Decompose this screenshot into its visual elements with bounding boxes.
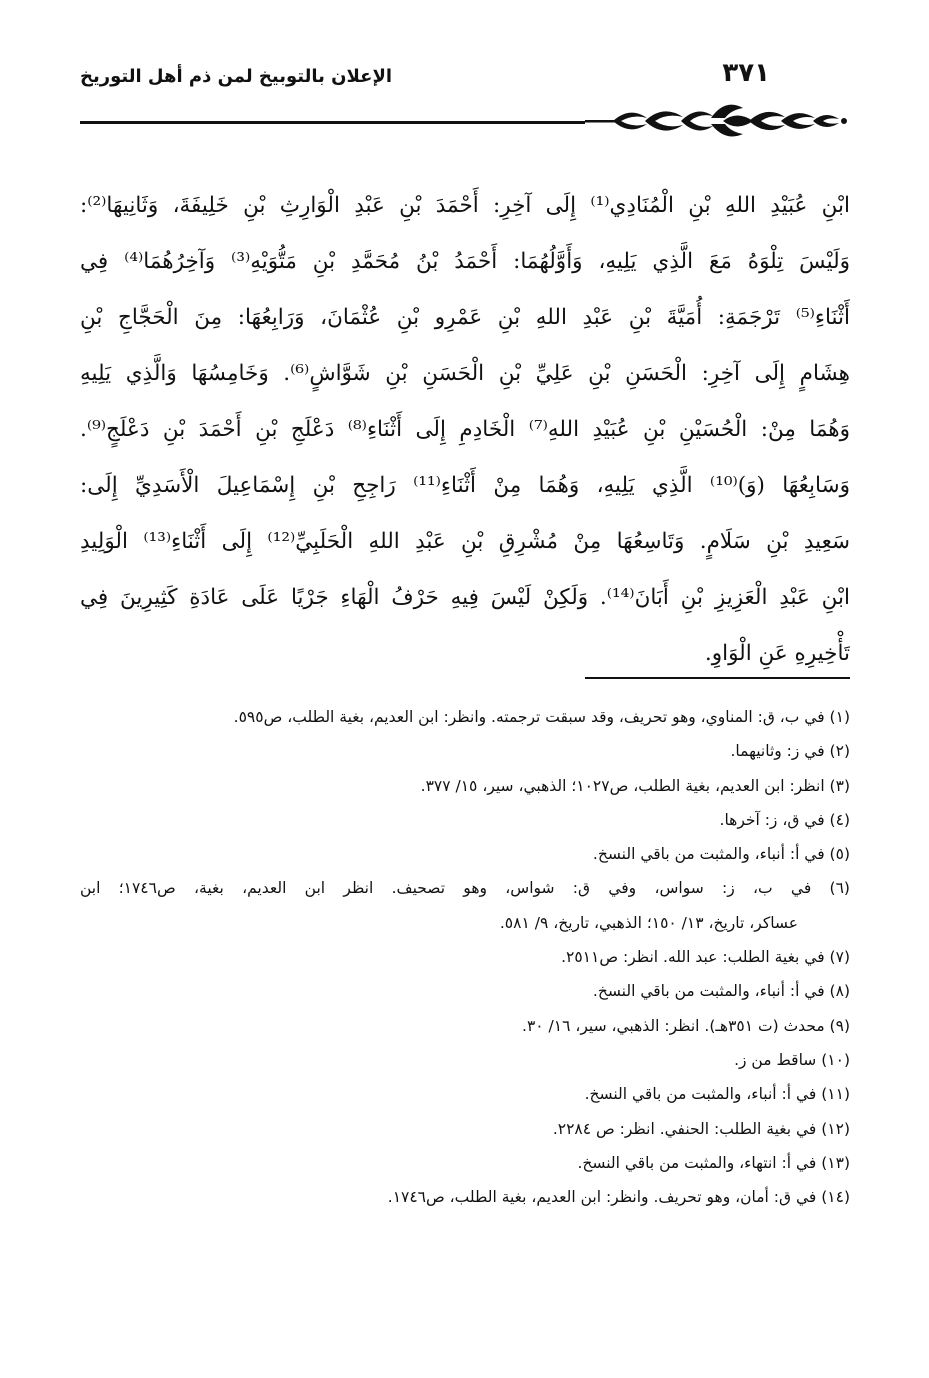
footnote-2: (٢) في ز: وثانيهما.	[730, 742, 850, 761]
text-line: ابْنِ عُبَيْدِ اللهِ بْنِ الْمُنَادِي⁽¹⁾ إِلَى آخِرِ: أَحْمَدَ بْنِ عَبْدِ الْوَارِثِ بْنِ خَلِيفَةَ، وَثَانِيهَا⁽²⁾:	[80, 193, 850, 218]
footnote-8: (٨) في أ: أنباء، والمثبت من باقي النسخ.	[592, 982, 850, 1001]
footnote-3: (٣) انظر: ابن العديم، بغية الطلب، ص١٠٢٧؛ الذهبي، سير، ١٥/ ٣٧٧.	[420, 776, 850, 795]
header-rule	[80, 121, 585, 124]
footnote-14: (١٤) في ق: أمان، وهو تحريف. وانظر: ابن العديم، بغية الطلب، ص١٧٤٦.	[387, 1188, 850, 1207]
text-line: وَسَابِعُهَا (وَ)⁽¹⁰⁾ الَّذِي يَلِيهِ، وَهُمَا مِنْ أَثْنَاءِ⁽¹¹⁾ رَاجِحِ بْنِ إِسْمَاعِيلَ الْأَسَدِيِّ إِلَى:	[80, 473, 850, 498]
text-line: هِشَامٍ إِلَى آخِرِ: الْحَسَنِ بْنِ عَلِيِّ بْنِ الْحَسَنِ بْنِ شَوَّاشٍ⁽⁶⁾. وَخَامِسُهَا وَالَّذِي يَلِيهِ	[80, 361, 850, 386]
footnote-4: (٤) في ق، ز: آخرها.	[719, 810, 850, 829]
running-head	[80, 58, 850, 98]
text-line: وَهُمَا مِنْ: الْحُسَيْنِ بْنِ عُبَيْدِ اللهِ⁽⁷⁾ الْخَادِمِ إِلَى أَثْنَاءِ⁽⁸⁾ دَعْلَجِ بْنِ أَحْمَدَ بْنِ دَعْلَجٍ⁽⁹⁾.	[80, 417, 850, 442]
footnote-6: (٦) في ب، ز: سواس، وفي ق: شواس، وهو تصحيف. انظر ابن العديم، بغية، ص١٧٤٦؛ ابن	[80, 879, 850, 898]
floral-ornament-icon	[585, 96, 850, 142]
text-line: تَأْخِيرِهِ عَنِ الْوَاوِ.	[704, 641, 850, 666]
footnote-divider	[585, 677, 850, 679]
page-number: ٣٧١	[722, 58, 770, 88]
footnote-12: (١٢) في بغية الطلب: الحنفي. انظر: ص ٢٢٨٤.	[552, 1119, 850, 1138]
footnote-9: (٩) محدث (ت ٣٥١هـ). انظر: الذهبي، سير، ١٦/ ٣٠.	[522, 1016, 850, 1035]
footnote-11: (١١) في أ: أنباء، والمثبت من باقي النسخ.	[584, 1085, 850, 1104]
footnote-13: (١٣) في أ: انتهاء، والمثبت من باقي النسخ.	[577, 1153, 850, 1172]
main-text	[80, 178, 850, 682]
footnote-10: (١٠) ساقط من ز.	[734, 1050, 850, 1069]
text-line: أَثْنَاءِ⁽⁵⁾ تَرْجَمَةِ: أُمَيَّةَ بْنِ عَبْدِ اللهِ بْنِ عَمْرِو بْنِ عُثْمَانَ، وَرَابِعُهَا: مِنَ الْحَجَّاجِ بْنِ	[80, 305, 850, 330]
footnote-5: (٥) في أ: أنباء، والمثبت من باقي النسخ.	[592, 845, 850, 864]
footnote-6-continued: عساكر، تاريخ، ١٣/ ١٥٠؛ الذهبي، تاريخ، ٩/ ٥٨١.	[499, 913, 798, 932]
text-line: وَلَيْسَ تِلْوَهُ مَعَ الَّذِي يَلِيهِ، وَأَوَّلُهُمَا: أَحْمَدُ بْنُ مُحَمَّدِ بْنِ مَتُّوَيْهِ⁽³⁾ وَآخِرُهُمَا⁽⁴⁾ فِي	[80, 249, 850, 274]
footnote-1: (١) في ب، ق: المناوي، وهو تحريف، وقد سبقت ترجمته. وانظر: ابن العديم، بغية الطلب، ص٥٩٥.	[233, 708, 850, 726]
text-line: سَعِيدِ بْنِ سَلَامٍ. وَتَاسِعُهَا مِنْ مُشْرِقِ بْنِ عَبْدِ اللهِ الْحَلَبِيِّ⁽¹²⁾ إِلَى أَثْنَاءِ⁽¹³⁾ الْوَلِيدِ	[80, 529, 850, 554]
footnote-7: (٧) في بغية الطلب: عبد الله. انظر: ص٢٥١١.	[561, 948, 850, 967]
footnotes	[80, 700, 850, 1214]
text-line: ابْنِ عَبْدِ الْعَزِيزِ بْنِ أَبَانَ⁽¹⁴⁾. وَلَكِنْ لَيْسَ فِيهِ حَرْفُ الْهَاءِ جَرْيًا عَلَى عَادَةِ كَثِيرِينَ فِي	[80, 585, 850, 610]
running-title: الإعلان بالتوبيخ لمن ذم أهل التوريخ	[80, 66, 393, 87]
